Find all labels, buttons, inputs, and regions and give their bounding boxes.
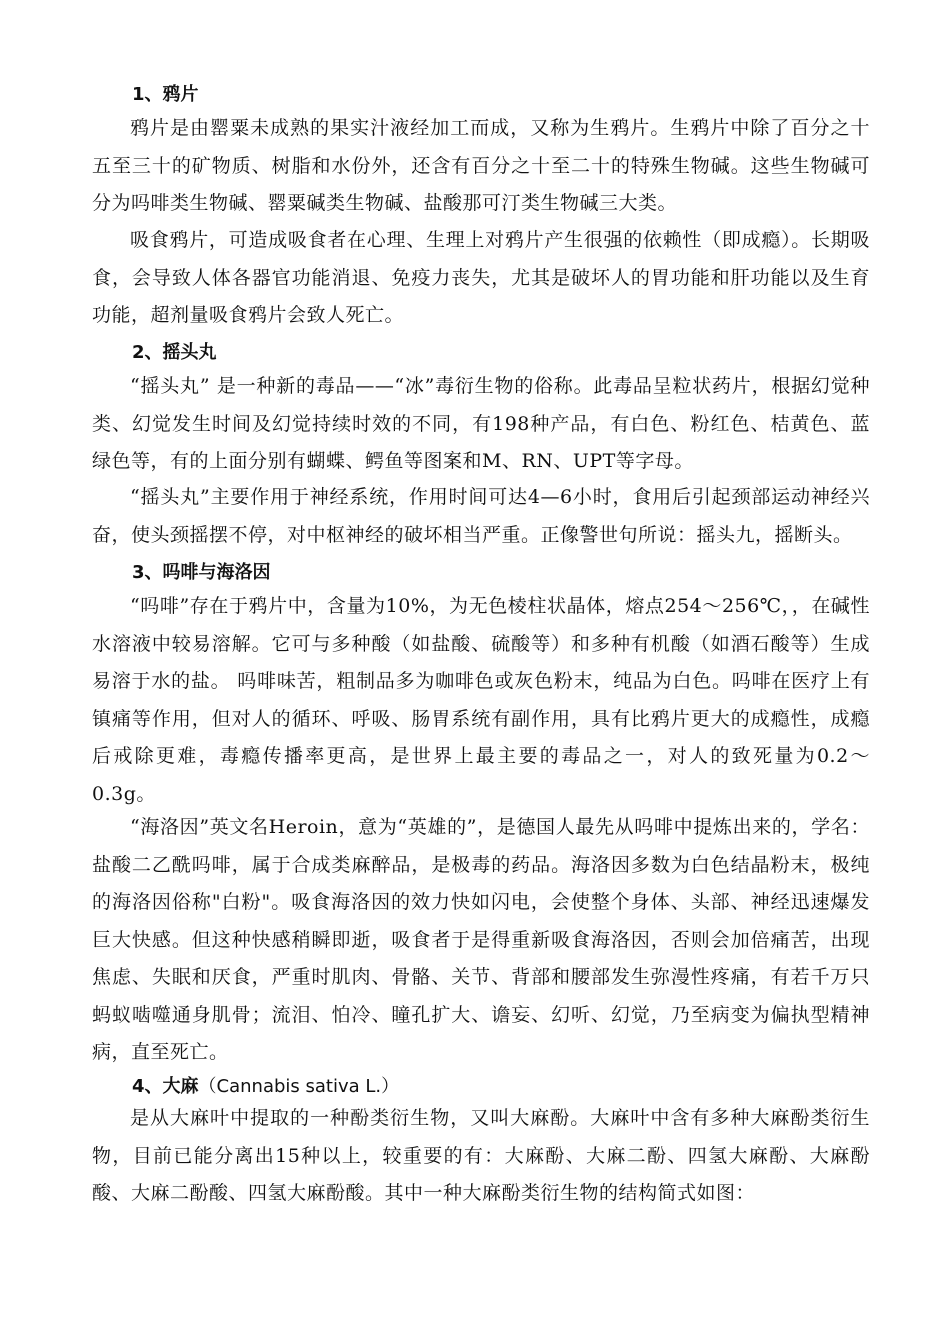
heading-ecstasy: 2、摇头丸 [132, 342, 217, 363]
paragraph-ecstasy-2: “摇头丸”主要作用于神经系统，作用时间可达4—6小时，食用后引起颈部运动神经兴奋，使头颈摇摆不停，对中枢神经的破坏相当严重。正像警世句所说：摇头九，摇断头。 [92, 486, 870, 546]
paragraph-cannabis: 是从大麻叶中提取的一种酚类衍生物，又叫大麻酚。大麻叶中含有多种大麻酚类衍生物，目前已能分离出15种以上，较重要的有：大麻酚、大麻二酚、四氢大麻酚、大麻酚酸、大麻二酚酸、四氢大麻酚酸。其中一种大麻酚类衍生物的结构简式如图： [92, 1107, 870, 1204]
heading-cannabis-latin: （Cannabis sativa L.） [198, 1076, 400, 1097]
paragraph-heroin: “海洛因”英文名Heroin，意为“英雄的”，是德国人最先从吗啡中提炼出来的，学名：盐酸二乙酰吗啡，属于合成类麻醉品，是极毒的药品。海洛因多数为白色结晶粉末，极纯的海洛因俗称"白粉"。吸食海洛因的效力快如闪电，会使整个身体、头部、神经迅速爆发巨大快感。但这种快感稍瞬即逝，吸食者于是得重新吸食海洛因，否则会加倍痛苦，出现焦虑、失眠和厌食，严重时肌肉、骨骼、关节、背部和腰部发生弥漫性疼痛，有若千万只蚂蚁啮噬通身肌骨；流泪、怕冷、瞳孔扩大、谵妄、幻听、幻觉，乃至病变为偏执型精神病，直至死亡。 [92, 816, 870, 1063]
paragraph-ecstasy-1: “摇头丸” 是一种新的毒品——“冰”毒衍生物的俗称。此毒品呈粒状药片，根据幻觉种类、幻觉发生时间及幻觉持续时效的不同，有198种产品，有白色、粉红色、桔黄色、蓝绿色等，有的上面分别有蝴蝶、鳄鱼等图案和M、RN、UPT等字母。 [92, 375, 870, 472]
paragraph-opium-1: 鸦片是由罂粟未成熟的果实汁液经加工而成，又称为生鸦片。生鸦片中除了百分之十五至三十的矿物质、树脂和水份外，还含有百分之十至二十的特殊生物碱。这些生物碱可分为吗啡类生物碱、罂粟碱类生物碱、盐酸那可汀类生物碱三大类。 [92, 117, 870, 214]
heading-opium: 1、鸦片 [132, 84, 199, 105]
paragraph-morphine: “吗啡”存在于鸦片中，含量为10%，为无色棱柱状晶体，熔点254～256℃，，在碱性水溶液中较易溶解。它可与多种酸（如盐酸、硫酸等）和多种有机酸（如酒石酸等）生成易溶于水的盐。 吗啡味苦，粗制品多为咖啡色或灰色粉末，纯品为白色。吗啡在医疗上有镇痛等作用，但对人的循环、呼吸、肠胃系统有副作用，具有比鸦片更大的成瘾性，成瘾后戒除更难，毒瘾传播率更高，是世界上最主要的毒品之一，对人的致死量为0.2～0.3g。 [92, 595, 870, 805]
heading-morphine-heroin: 3、吗啡与海洛因 [132, 562, 271, 583]
heading-cannabis [132, 1072, 910, 1098]
heading-cannabis-title: 4、大麻 [132, 1076, 199, 1097]
paragraph-opium-2: 吸食鸦片，可造成吸食者在心理、生理上对鸦片产生很强的依赖性（即成瘾）。长期吸食，会导致人体各器官功能消退、免疫力丧失，尤其是破坏人的胃功能和肝功能以及生育功能，超剂量吸食鸦片会致人死亡。 [92, 229, 870, 326]
